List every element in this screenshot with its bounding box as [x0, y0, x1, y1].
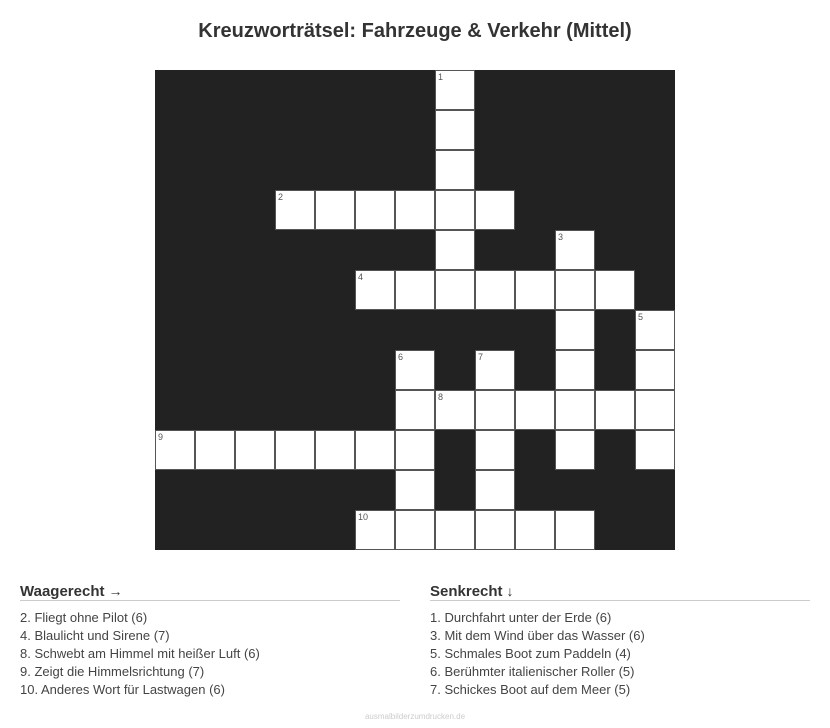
grid-cell[interactable] — [475, 510, 515, 550]
across-heading — [20, 582, 400, 601]
clue-number: 3 — [558, 232, 564, 242]
clue-number: 8 — [438, 392, 444, 402]
grid-cell[interactable] — [275, 430, 315, 470]
grid-cell[interactable] — [475, 430, 515, 470]
grid-cell[interactable] — [195, 430, 235, 470]
down-heading — [430, 582, 810, 601]
grid-cell[interactable] — [515, 390, 555, 430]
clue-item: 1. Durchfahrt unter der Erde (6) — [430, 610, 612, 625]
grid-cell[interactable] — [555, 430, 595, 470]
clue-number: 2 — [278, 192, 284, 202]
grid-cell[interactable] — [315, 190, 355, 230]
grid-cell[interactable] — [515, 510, 555, 550]
page-title: Kreuzworträtsel: Fahrzeuge & Verkehr (Mittel) — [198, 20, 632, 42]
grid-cell[interactable] — [395, 390, 435, 430]
grid-cell[interactable] — [355, 190, 395, 230]
grid-cell[interactable] — [475, 270, 515, 310]
grid-cell[interactable] — [515, 270, 555, 310]
grid-cell[interactable] — [555, 510, 595, 550]
grid-cell[interactable] — [595, 270, 635, 310]
clue-number: 9 — [158, 432, 164, 442]
grid-cell[interactable] — [395, 350, 435, 390]
grid-cell[interactable] — [435, 150, 475, 190]
across-heading-label: Waagerecht — [20, 583, 105, 600]
clue-number: 4 — [358, 272, 364, 282]
grid-cell[interactable] — [395, 470, 435, 510]
clue-number: 7 — [478, 352, 484, 362]
right-arrow-icon: → — [108, 583, 123, 599]
grid-cell[interactable] — [475, 190, 515, 230]
grid-cell[interactable] — [475, 350, 515, 390]
grid-cell[interactable] — [635, 430, 675, 470]
clue-item: 5. Schmales Boot zum Paddeln (4) — [430, 646, 631, 661]
grid-cell[interactable] — [395, 270, 435, 310]
footer-watermark: ausmalbilderzumdrucken.de — [364, 712, 466, 721]
grid-cell[interactable] — [435, 270, 475, 310]
grid-cell[interactable] — [315, 430, 355, 470]
grid-cell[interactable] — [155, 430, 195, 470]
crossword-grid — [155, 70, 675, 550]
down-clues-section — [430, 582, 810, 699]
grid-cell[interactable] — [275, 190, 315, 230]
grid-cell[interactable] — [475, 390, 515, 430]
grid-cell[interactable] — [595, 390, 635, 430]
clue-item: 2. Fliegt ohne Pilot (6) — [20, 610, 148, 625]
grid-cell[interactable] — [395, 510, 435, 550]
grid-cell[interactable] — [355, 510, 395, 550]
grid-cell[interactable] — [635, 350, 675, 390]
down-heading-label: Senkrecht — [430, 583, 503, 600]
clue-item: 4. Blaulicht und Sirene (7) — [20, 628, 170, 643]
grid-cell[interactable] — [635, 390, 675, 430]
grid-cell[interactable] — [435, 230, 475, 270]
grid-cell[interactable] — [395, 430, 435, 470]
grid-cell[interactable] — [435, 70, 475, 110]
clue-item: 7. Schickes Boot auf dem Meer (5) — [430, 682, 631, 697]
down-clue-list — [430, 609, 810, 699]
grid-cell[interactable] — [355, 270, 395, 310]
grid-cell[interactable] — [435, 110, 475, 150]
clue-number: 1 — [438, 72, 444, 82]
clue-item: 10. Anderes Wort für Lastwagen (6) — [20, 682, 225, 697]
grid-cell[interactable] — [555, 350, 595, 390]
grid-cell[interactable] — [435, 510, 475, 550]
across-clue-list — [20, 609, 400, 699]
grid-cell[interactable] — [475, 470, 515, 510]
grid-cell[interactable] — [555, 390, 595, 430]
clue-item: 6. Berühmter italienischer Roller (5) — [430, 664, 635, 679]
grid-cell[interactable] — [235, 430, 275, 470]
down-arrow-icon: ↓ — [506, 583, 514, 599]
clue-number: 6 — [398, 352, 404, 362]
clue-number: 10 — [358, 512, 369, 522]
grid-cell[interactable] — [635, 310, 675, 350]
grid-cell[interactable] — [435, 190, 475, 230]
grid-cell[interactable] — [555, 310, 595, 350]
clue-item: 3. Mit dem Wind über das Wasser (6) — [430, 628, 645, 643]
grid-cell[interactable] — [355, 430, 395, 470]
clue-item: 8. Schwebt am Himmel mit heißer Luft (6) — [20, 646, 260, 661]
grid-cell[interactable] — [395, 190, 435, 230]
grid-cell[interactable] — [435, 390, 475, 430]
clue-item: 9. Zeigt die Himmelsrichtung (7) — [20, 664, 205, 679]
across-clues-section — [20, 582, 400, 699]
clue-number: 5 — [638, 312, 644, 322]
grid-cell[interactable] — [555, 230, 595, 270]
grid-cell[interactable] — [555, 270, 595, 310]
